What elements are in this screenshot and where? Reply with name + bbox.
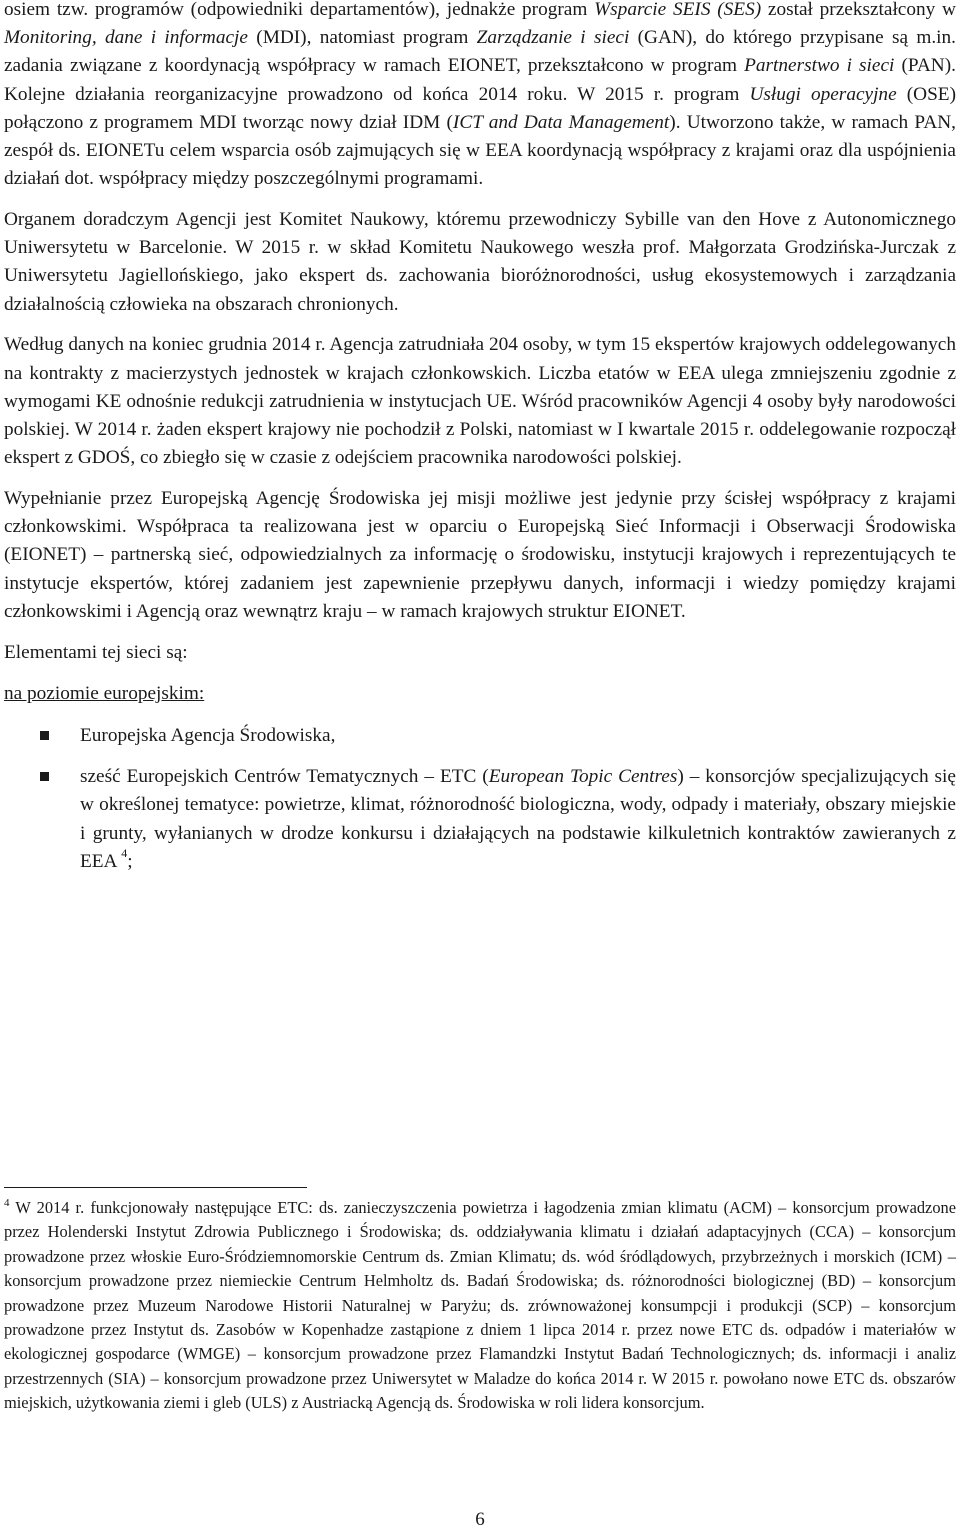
italic-run: European Topic Centres [488,766,678,788]
square-bullet-icon [40,772,49,781]
text-run: (PAN). Kolejne działania reorganizacyjne prowadzono od końca 2014 roku. W 2015 r. program [4,55,956,105]
footnote-text: W 2014 r. funkcjonowały następujące ETC: ds. zanieczyszczenia powietrza i łagodzenia zmian klimatu (ACM) – konsorcjum prowadzone przez Holenderski Instytut Zdrowia Publicznego i Środowiska; ds. oddziaływania klimatu i działań adaptacyjnych (CCA) – konsorcjum prowadzone przez włoskie Euro-Śródziemnomorskie Centrum ds. Zmian Klimatu; ds. wód śródlądowych, przybrzeżnych i morskich (ICM) – konsorcjum prowadzone przez niemieckie Centrum Helmholtz ds. Badań Środowiska; ds. różnorodności biologicznej (BD) – konsorcjum prowadzone przez Muzeum Narodowe Historii Naturalnej w Paryżu; ds. zrównoważonej konsumpcji i produkcji (SCP) – konsorcjum prowadzone przez Instytut ds. Zasobów w Kopenhadze zastąpione z dniem 1 lipca 2014 r. przez nowe ETC ds. odpadów i materiałów w ekologicznej gospodarce (WMGE) – konsorcjum prowadzone przez Flamandzki Instytut Badań Technologicznych; ds. informacji i analiz przestrzennych (SIA) – konsorcjum prowadzone przez Uniwersytet w Maladze do końca 2014 r. W 2015 r. powołano nowe ETC ds. obszarów miejskich, użytkowania ziemi i gleb (ULS) z Austriacką Agencją ds. Środowiska w roli lidera konsorcjum. [4,1198,956,1413]
bullet-list [4,722,956,876]
paragraph-european-level: na poziomie europejskim: [4,682,205,704]
footnote-separator [4,1187,307,1188]
paragraph-staffing: Według danych na koniec grudnia 2014 r. Agencja zatrudniała 204 osoby, w tym 15 ekspertów krajowych oddelegowanych na kontrakty z macierzystych jednostek w krajach członkowskich. Liczba etatów w EEA ulega zmniejszeniu zgodnie z wymogami KE odnośnie redukcji zatrudnienia w instytucjach UE. Wśród pracowników Agencji 4 osoby były narodowości polskiej. W 2014 r. żaden ekspert krajowy nie pochodził z Polski, natomiast w I kwartale 2015 r. oddelegowanie rozpoczął ekspert z GDOŚ, co zbiegło się w czasie z odejściem pracownika narodowości polskiej. [4,334,956,469]
bullet-text: ) – konsorcjów specjalizujących się w określonej tematyce: powietrze, klimat, różnorodność biologiczna, wody, odpady i materiały, obszary miejskie i grunty, wyłanianych w drodze konkursu i działających na podstawie kilkuletnich kontraktów zawieranych z EEA [80,766,956,872]
text-run: ). Utworzono także, w ramach PAN, zespół ds. EIONETu celem wsparcia osób zajmujących się w EEA koordynacją współpracy z krajami oraz dla uspójnienia działań dot. współpracy między poszczególnymi programami. [4,111,956,190]
footnote-marker: 4 [4,1196,10,1209]
footnote [4,1196,956,1416]
italic-run: Zarządzanie i sieci [476,27,630,49]
bullet-item-eea [4,722,956,750]
text-run: (GAN), do którego przypisane są m.in. zadania związane z koordynacją współpracy w ramach EIONET, przekształcono w program [4,27,956,77]
square-bullet-icon [40,731,49,740]
bullet-text: Europejska Agencja Środowiska, [80,725,336,747]
paragraph-eionet: Wypełnianie przez Europejską Agencję Środowiska jej misji możliwe jest jedynie przy ścisłej współpracy z krajami członkowskimi. Współpraca ta realizowana jest w oparciu o Europejską Sieć Informacji i Obserwacji Środowiska (EIONET) – partnerską sieć, odpowiedzialnych za informację o środowisku, instytucji krajowych i reprezentujących te instytucje ekspertów, której zadaniem jest zapewnienie przepływu danych, informacji i wiedzy pomiędzy krajami członkowskimi i Agencją oraz wewnątrz kraju – w ramach krajowych struktur EIONET. [4,488,956,622]
paragraph-scientific-committee: Organem doradczym Agencji jest Komitet Naukowy, któremu przewodniczy Sybille van den Hove z Autonomicznego Uniwersytetu w Barcelonie. W 2015 r. w skład Komitetu Naukowego weszła prof. Małgorzata Grodzińska-Jurczak z Uniwersytetu Jagiellońskiego, jako ekspert ds. zachowania bioróżnorodności, usług ekosystemowych i zarządzania działalnością człowieka na obszarach chronionych. [4,209,956,315]
bullet-text: sześć Europejskich Centrów Tematycznych – ETC ( [80,766,489,788]
text-run: został przekształcony w [761,0,956,20]
page-number: 6 [475,1509,485,1530]
text-run: (OSE) połączono z programem MDI tworząc nowy dział IDM ( [4,83,957,133]
italic-run: Monitoring, dane i informacje [4,27,248,49]
bullet-text: ; [127,850,133,872]
paragraph-programmes [4,0,956,193]
bullet-item-etc [4,763,956,876]
footnote-reference[interactable]: 4 [121,846,128,861]
document-page [4,0,956,889]
paragraph-network-elements: Elementami tej sieci są: [4,641,188,663]
italic-run: Wsparcie SEIS (SES) [594,0,762,20]
italic-run: Usługi operacyjne [749,83,897,105]
text-run: osiem tzw. programów (odpowiedniki departamentów), jednakże program [4,0,595,20]
italic-run: ICT and Data Management [452,111,670,133]
italic-run: Partnerstwo i sieci [744,55,895,77]
text-run: (MDI), natomiast program [247,27,477,49]
